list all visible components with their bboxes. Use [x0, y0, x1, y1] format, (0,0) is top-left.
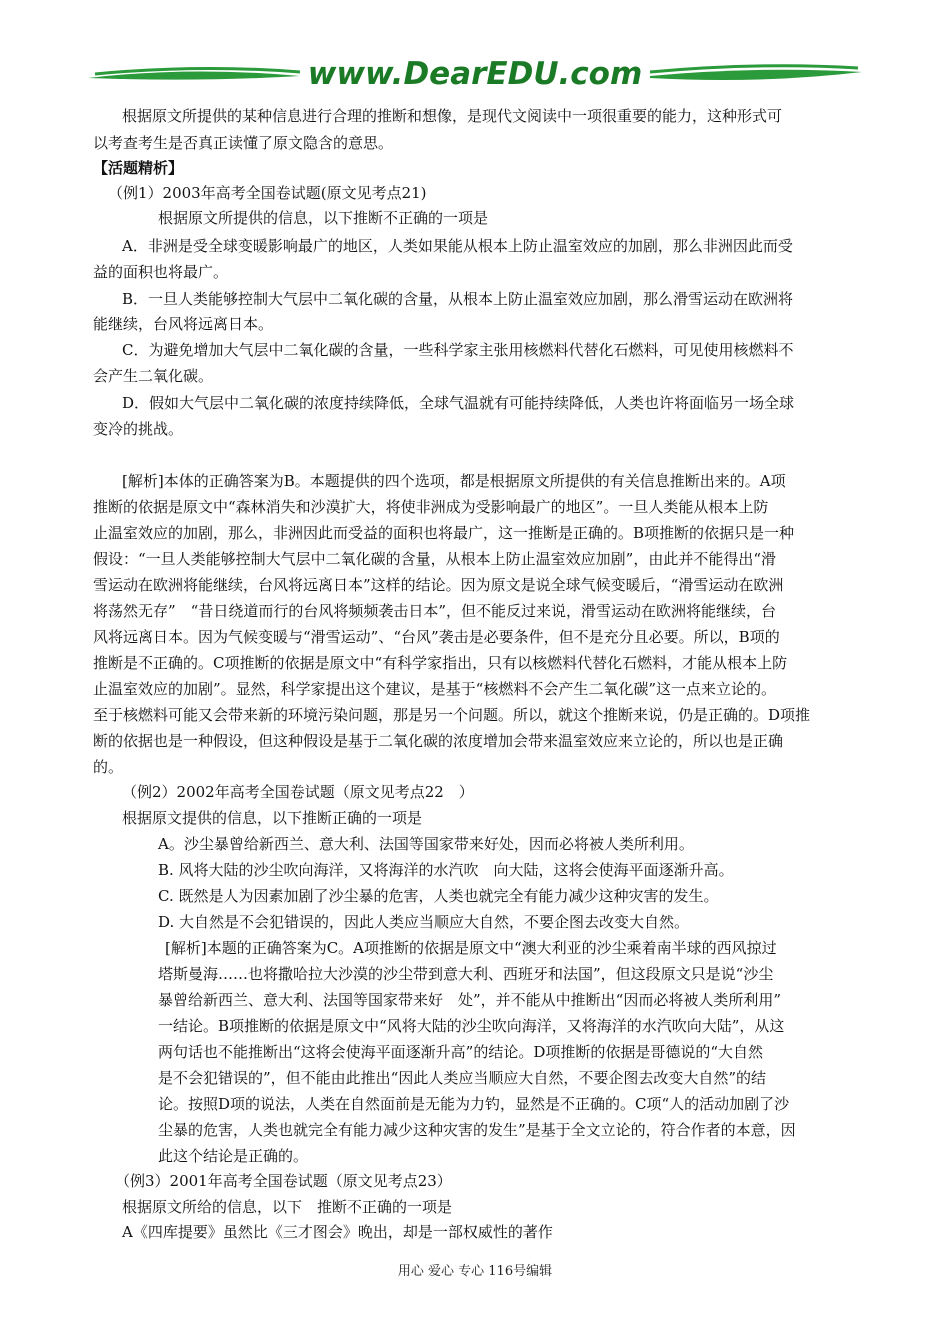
- analysis-line: 将荡然无存” “昔日绕道而行的台风将频频袭击日本”，但不能反过来说，滑雪运动在欧洲将能继续，台: [93, 602, 777, 620]
- example-heading: （例3）2001年高考全国卷试题（原文见考点23）: [115, 1172, 452, 1190]
- analysis-line: 断的依据也是一种假设，但这种假设是基于二氧化碳的浓度增加会带来温室效应来立论的，所以也是正确: [93, 732, 784, 750]
- example-heading: （例2）2002年高考全国卷试题（原文见考点22 ）: [122, 783, 474, 801]
- question-stem: 根据原文提供的信息，以下推断正确的一项是: [122, 809, 423, 827]
- text-line: 以考查考生是否真正读懂了原文隐含的意思。: [93, 134, 394, 152]
- option-line: 益的面积也将最广。: [93, 263, 229, 281]
- analysis-line: 塔斯曼海……也将撒哈拉大沙漠的沙尘带到意大利、西班牙和法国”，但这段原文只是说“沙尘: [158, 965, 774, 983]
- analysis-line: 止温室效应的加剧，那么，非洲因此而受益的面积也将最广，这一推断是正确的。B项推断的依据只是一种: [93, 524, 795, 542]
- analysis-line: 一结论。B项推断的依据是原文中“风将大陆的沙尘吹向海洋，又将海洋的水汽吹向大陆”，从这: [158, 1017, 785, 1035]
- analysis-line: [解析]本体的正确答案为B。本题提供的四个选项，都是根据原文所提供的有关信息推断出来的。A项: [122, 472, 786, 490]
- option-line: B. 风将大陆的沙尘吹向海洋，又将海洋的水汽吹 向大陆，这将会使海平面逐渐升高。: [158, 861, 734, 879]
- page-footer: 用心 爱心 专心 116号编辑: [397, 1264, 553, 1279]
- analysis-line: 风将远离日本。因为气候变暖与“滑雪运动”、“台风”袭击是必要条件，但不是充分且必要。所以，B项的: [93, 628, 780, 646]
- analysis-line: 至于核燃料可能又会带来新的环境污染问题，那是另一个问题。所以，就这个推断来说，仍是正确的。D项推: [93, 706, 811, 724]
- question-stem: 根据原文所给的信息，以下 推断不正确的一项是: [122, 1198, 453, 1216]
- analysis-line: 止温室效应的加剧”。显然，科学家提出这个建议，是基于“核燃料不会产生二氧化碳”这一点来立论的。: [93, 680, 777, 698]
- option-line: D. 大自然是不会犯错误的，因此人类应当顺应大自然，不要企图去改变大自然。: [158, 913, 690, 931]
- analysis-line: 推断的依据是原文中“森林消失和沙漠扩大，将使非洲成为受影响最广的地区”。一旦人类能从根本上防: [93, 498, 769, 516]
- page-header: [0, 0, 950, 100]
- analysis-line: 两句话也不能推断出“这将会使海平面逐渐升高”的结论。D项推断的依据是哥德说的“大自然: [158, 1043, 764, 1061]
- analysis-line: 雪运动在欧洲将能继续，台风将远离日本”这样的结论。因为原文是说全球气候变暖后，“滑雪运动在欧洲: [93, 576, 784, 594]
- option-line: 变冷的挑战。: [93, 420, 184, 438]
- option-line: A。沙尘暴曾给新西兰、意大利、法国等国家带来好处，因而必将被人类所利用。: [158, 835, 694, 853]
- analysis-line: 此这个结论是正确的。: [158, 1147, 309, 1165]
- option-line: 会产生二氧化碳。: [93, 367, 214, 385]
- question-stem: 根据原文所提供的信息，以下推断不正确的一项是: [158, 209, 489, 227]
- analysis-line: 论。按照D项的说法，人类在自然面前是无能为力钓，显然是不正确的。C项“人的活动加剧了沙: [158, 1095, 790, 1113]
- analysis-line: 假设：“一旦人类能够控制大气层中二氧化碳的含量，从根本上防止温室效应加剧”，由此并不能得出“滑: [93, 550, 777, 568]
- analysis-line: 的。: [93, 758, 124, 776]
- option-line: C．为避免增加大气层中二氧化碳的含量，一些科学家主张用核燃料代替化石燃料，可见使用核燃料不: [122, 341, 794, 359]
- option-line: B．一旦人类能够控制大气层中二氧化碳的含量，从根本上防止温室效应加剧，那么滑雪运动在欧洲将: [122, 290, 794, 308]
- option-line: A．非洲是受全球变暖影响最广的地区，人类如果能从根本上防止温室效应的加剧，那么非洲因此而受: [122, 237, 793, 255]
- analysis-line: 是不会犯错误的”，但不能由此推出“因此人类应当顺应大自然，不要企图去改变大自然”的结: [158, 1069, 767, 1087]
- analysis-line: [解析]本题的正确答案为C。A项推断的依据是原文中“澳大利亚的沙尘乘着南半球的西风掠过: [165, 939, 777, 957]
- example-heading: （例1）2003年高考全国卷试题(原文见考点21): [108, 184, 427, 202]
- option-line: C. 既然是人为因素加剧了沙尘暴的危害，人类也就完全有能力减少这种灾害的发生。: [158, 887, 719, 905]
- analysis-line: 推断是不正确的。C项推断的依据是原文中“有科学家指出，只有以核燃料代替化石燃料，才能从根本上防: [93, 654, 788, 672]
- option-line: D．假如大气层中二氧化碳的浓度持续降低，全球气温就有可能持续降低，人类也许将面临另一场全球: [122, 394, 795, 412]
- option-line: 能继续，台风将远离日本。: [93, 315, 274, 333]
- site-logo: www.DearEDU.com: [307, 56, 643, 92]
- option-line: A《四库提要》虽然比《三才图会》晚出，却是一部权威性的著作: [122, 1223, 553, 1241]
- analysis-line: 尘暴的危害，人类也就完全有能力减少这种灾害的发生”是基于全文立论的，符合作者的本意，因: [158, 1121, 796, 1139]
- text-line: 根据原文所提供的某种信息进行合理的推断和想像，是现代文阅读中一项很重要的能力，这种形式可: [122, 107, 783, 125]
- analysis-line: 暴曾给新西兰、意大利、法国等国家带来好 处”，并不能从中推断出“因而必将被人类所利用”: [158, 991, 782, 1009]
- section-heading: 【活题精析】: [93, 159, 184, 177]
